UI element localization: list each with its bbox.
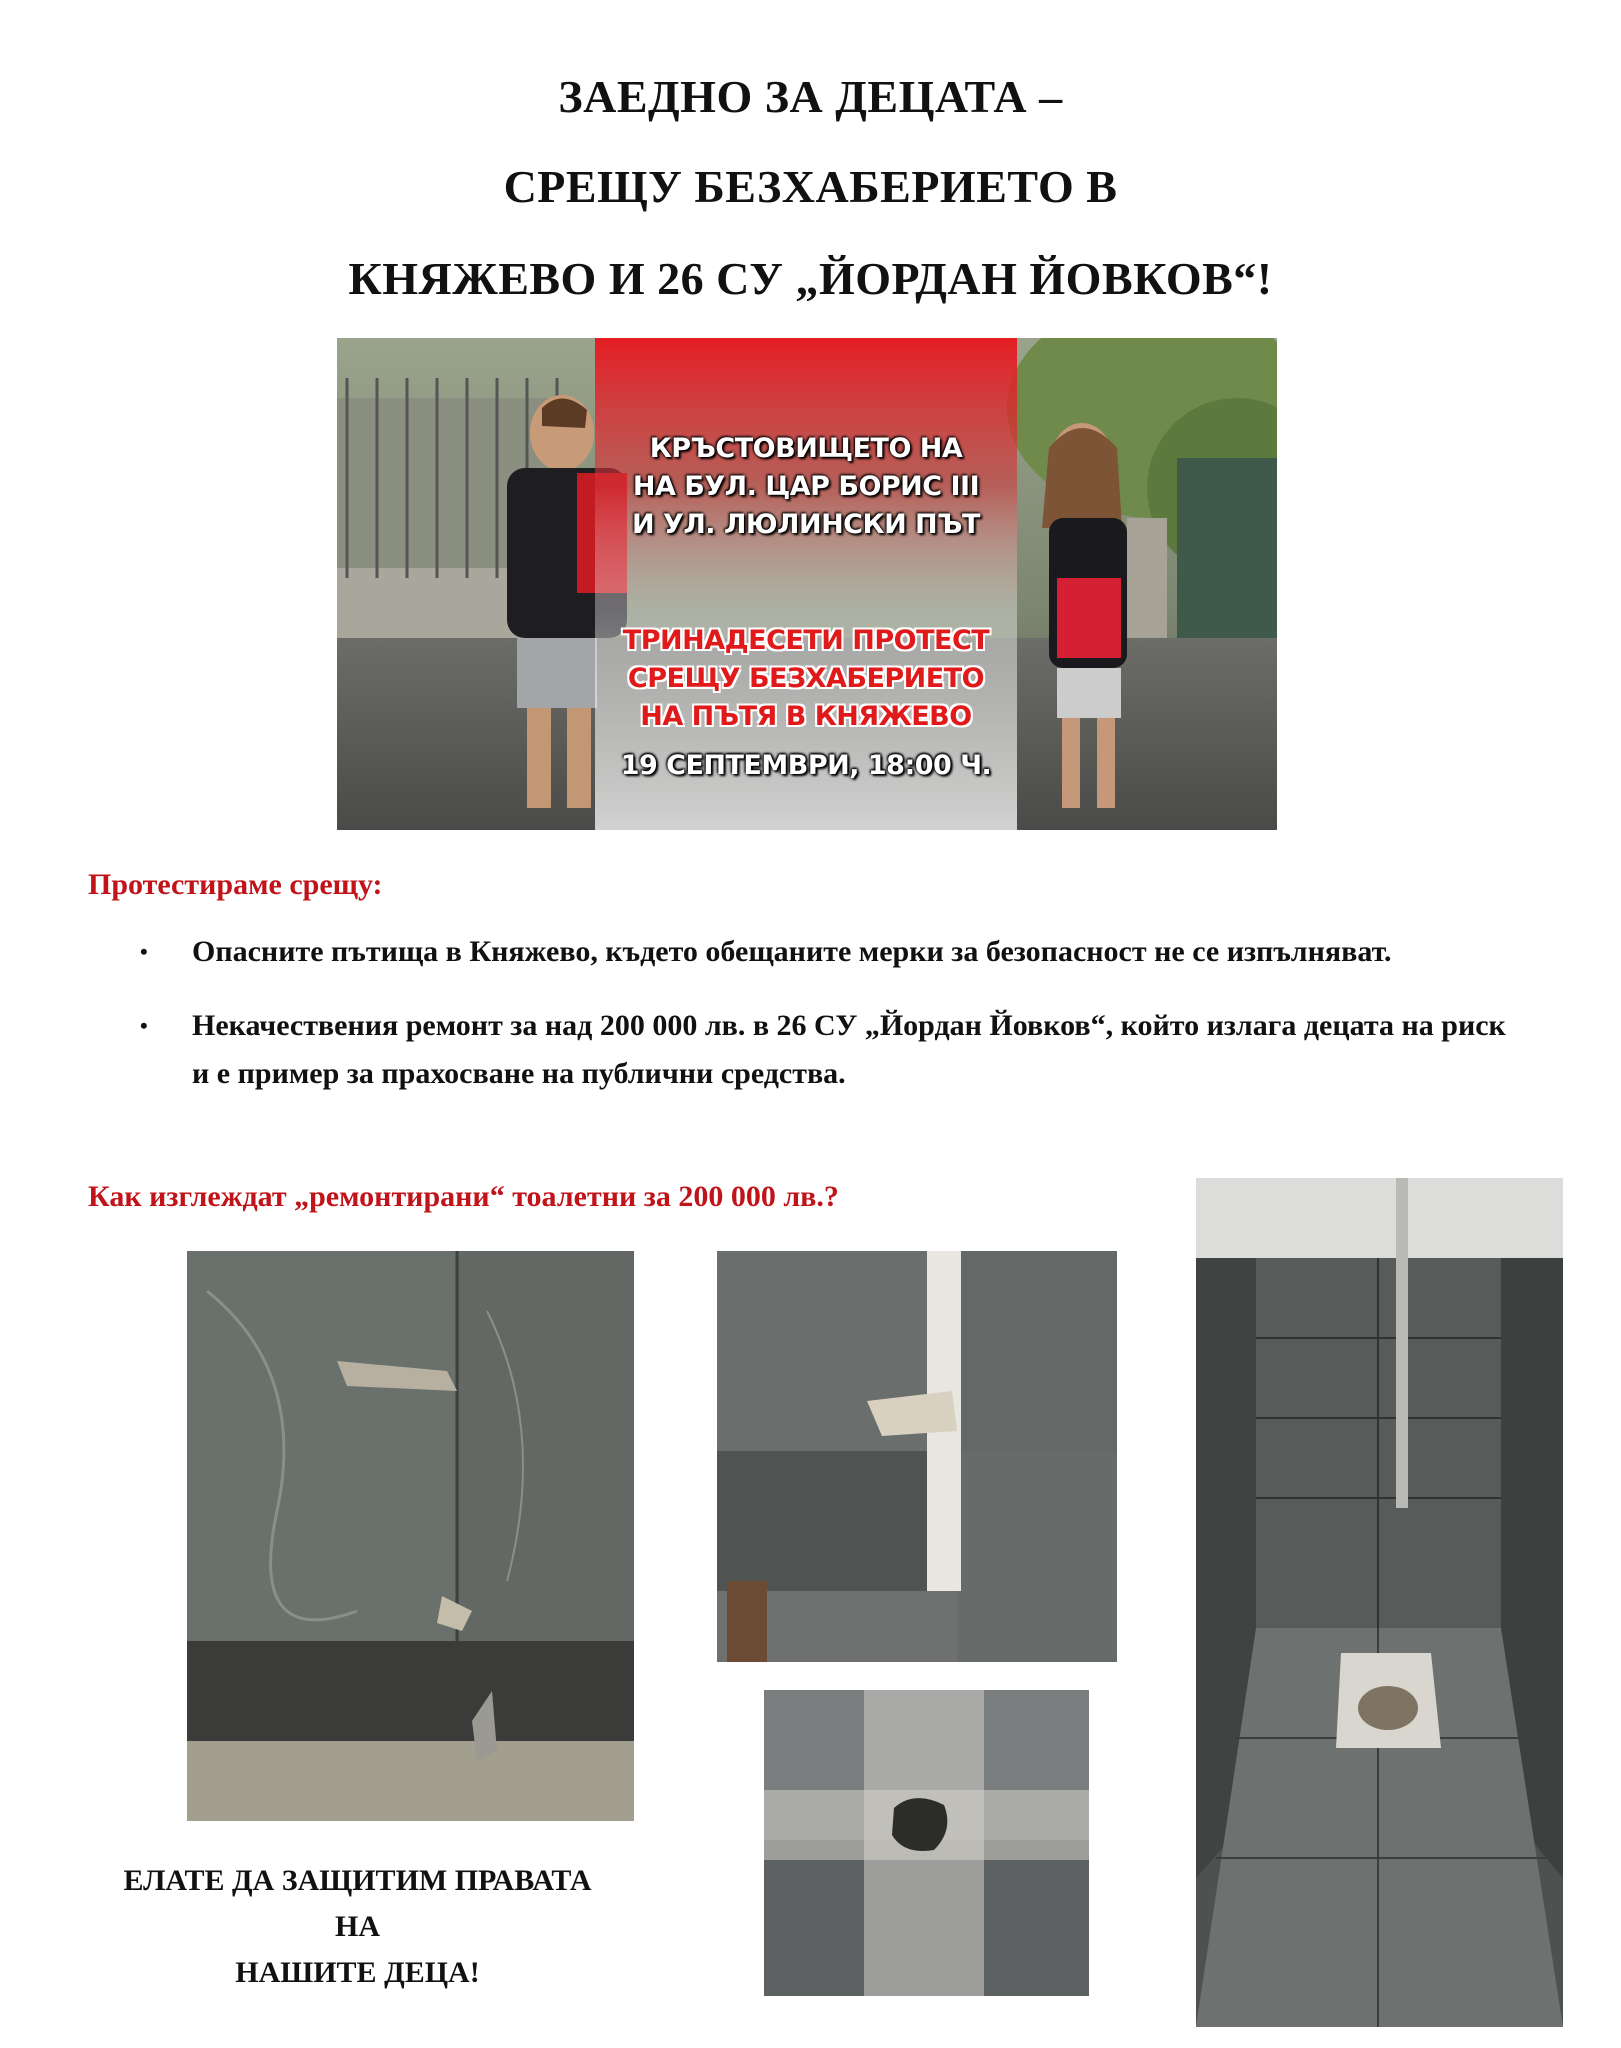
protest-banner bbox=[337, 338, 1277, 830]
list-item-text: Некачествения ремонт за над 200 000 лв. в 26 СУ „Йордан Йовков“, който излага децата на риск и е пример за прахосване на публични средства. bbox=[192, 1009, 1506, 1090]
banner-text-panel bbox=[595, 338, 1017, 830]
toilets-heading: Как изглеждат „ремонтирани“ тоалетни за 200 000 лв.? bbox=[88, 1180, 839, 1213]
banner-location-line-1: КРЪСТОВИЩЕТО НА bbox=[649, 433, 963, 464]
closing-line-1: ЕЛАТЕ ДА ЗАЩИТИМ ПРАВАТА НА bbox=[123, 1864, 592, 1943]
banner-date-time: 19 СЕПТЕМВРИ, 18:00 Ч. bbox=[620, 750, 992, 781]
banner-protest-line-1: ТРИНАДЕСЕТИ ПРОТЕСТ bbox=[622, 625, 990, 656]
list-item-text: Опасните пътища в Княжево, където обещаните мерки за безопасност не се изпълняват. bbox=[192, 935, 1392, 968]
banner-protest-line-2: СРЕЩУ БЕЗХАБЕРИЕТО bbox=[627, 663, 985, 694]
protest-list bbox=[120, 928, 1520, 1124]
list-item bbox=[120, 1002, 1522, 1098]
banner-protest-line-3: НА ПЪТЯ В КНЯЖЕВО bbox=[640, 701, 972, 732]
banner-location-line-3: И УЛ. ЛЮЛИНСКИ ПЪТ bbox=[632, 509, 980, 540]
photo-cracked-tiles bbox=[187, 1251, 634, 1821]
title-line-2: СРЕЩУ БЕЗХАБЕРИЕТО В bbox=[503, 161, 1118, 212]
photo-taped-hole bbox=[764, 1690, 1089, 1996]
closing-line-2: НАШИТЕ ДЕЦА! bbox=[235, 1956, 480, 1989]
list-item bbox=[120, 928, 1522, 976]
bullet-marker: • bbox=[140, 1013, 148, 1038]
title-line-1: ЗАЕДНО ЗА ДЕЦАТА – bbox=[558, 71, 1063, 122]
photo-toilet-stall bbox=[1196, 1178, 1563, 2027]
bullet-marker: • bbox=[140, 939, 148, 964]
closing-call bbox=[100, 1858, 615, 1996]
protest-heading: Протестираме срещу: bbox=[88, 868, 383, 901]
photo-tile-corner bbox=[717, 1251, 1117, 1662]
banner-location-line-2: НА БУЛ. ЦАР БОРИС III bbox=[632, 471, 980, 502]
title-line-3: КНЯЖЕВО И 26 СУ „ЙОРДАН ЙОВКОВ“! bbox=[348, 253, 1273, 304]
